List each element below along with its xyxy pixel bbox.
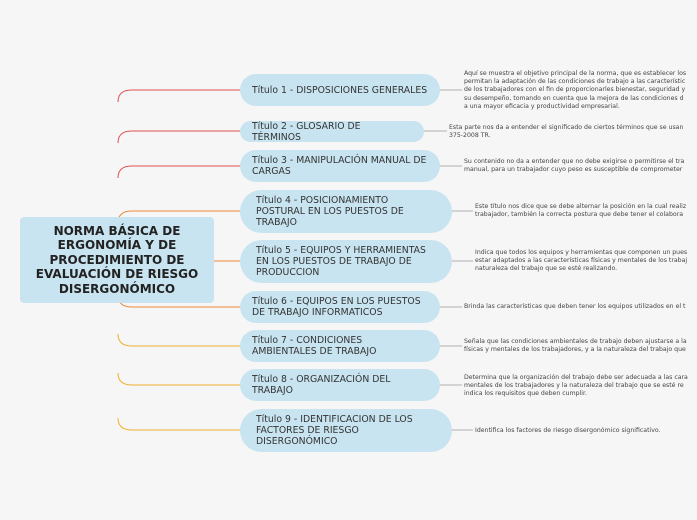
branch-connector-2	[118, 131, 240, 143]
topic-node-6[interactable]: Título 6 - EQUIPOS EN LOS PUESTOS DE TRABAJO INFORMATICOS	[240, 291, 440, 323]
topic-node-1[interactable]: Título 1 - DISPOSICIONES GENERALES	[240, 74, 440, 106]
branch-connector-1	[118, 90, 240, 102]
topic-node-9[interactable]: Título 9 - IDENTIFICACION DE LOS FACTORES DE RIESGO DISERGONÓMICO	[240, 409, 452, 452]
topic-description-1: Aquí se muestra el objetivo principal de la norma, que es establecer los permitan la adaptación de las condiciones de trabajo a las característic de los trabajadores con el fin de proporcionarles bienestar, seguridad y su desempeño, tomando en cuenta que la mejora de las condiciones d a una mayor eficacia y productividad empresarial.	[464, 70, 687, 110]
topic-description-7: Señala que las condiciones ambientales de trabajo deben ajustarse a la físicas y mentales de los trabajadores, y a la naturaleza del trabajo que	[464, 338, 687, 354]
topic-node-8[interactable]: Título 8 - ORGANIZACIÓN DEL TRABAJO	[240, 369, 440, 401]
topic-node-4[interactable]: Título 4 - POSICIONAMIENTO POSTURAL EN LOS PUESTOS DE TRABAJO	[240, 190, 452, 233]
topic-node-7[interactable]: Título 7 - CONDICIONES AMBIENTALES DE TRABAJO	[240, 330, 440, 362]
topic-description-6: Brinda las características que deben tener los equipos utilizados en el t	[464, 303, 686, 310]
topic-node-5[interactable]: Título 5 - EQUIPOS Y HERRAMIENTAS EN LOS PUESTOS DE TRABAJO DE PRODUCCION	[240, 240, 452, 283]
topic-description-9: Identifica los factores de riesgo disergonómico significativo.	[475, 427, 661, 434]
topic-description-8: Determina que la organización del trabajo debe ser adecuada a las cara mentales de los trabajadores y la naturaleza del trabajo que se esté re indica los requisitos que deben cumplir.	[464, 374, 688, 398]
branch-connector-9	[118, 418, 240, 430]
topic-node-2[interactable]: Título 2 - GLOSARIO DE TÉRMINOS	[240, 121, 424, 142]
topic-description-2: Esta parte nos da a entender el significado de ciertos términos que se usan 375-2008 TR.	[449, 124, 684, 140]
branch-connector-8	[118, 373, 240, 385]
branch-connector-7	[118, 334, 240, 346]
topic-description-5: Indica que todos los equipos y herramientas que componen un pues estar adaptados a las características físicas y mentales de los trabaj naturaleza del trabajo que se esté realizando.	[475, 249, 688, 273]
central-topic[interactable]: NORMA BÁSICA DE ERGONOMÍA Y DE PROCEDIMIENTO DE EVALUACIÓN DE RIESGO DISERGONÓMICO	[20, 217, 214, 303]
topic-description-4: Este título nos dice que se debe alternar la posición en la cual realiz trabajador, también la correcta postura que debe tener el colabora	[475, 203, 687, 219]
branch-connector-3	[118, 166, 240, 178]
topic-description-3: Su contenido no da a entender que no debe exigirse o permitirse el tra manual, para un trabajador cuyo peso es susceptible de comprometer	[464, 158, 685, 174]
topic-node-3[interactable]: Título 3 - MANIPULACIÓN MANUAL DE CARGAS	[240, 150, 440, 182]
